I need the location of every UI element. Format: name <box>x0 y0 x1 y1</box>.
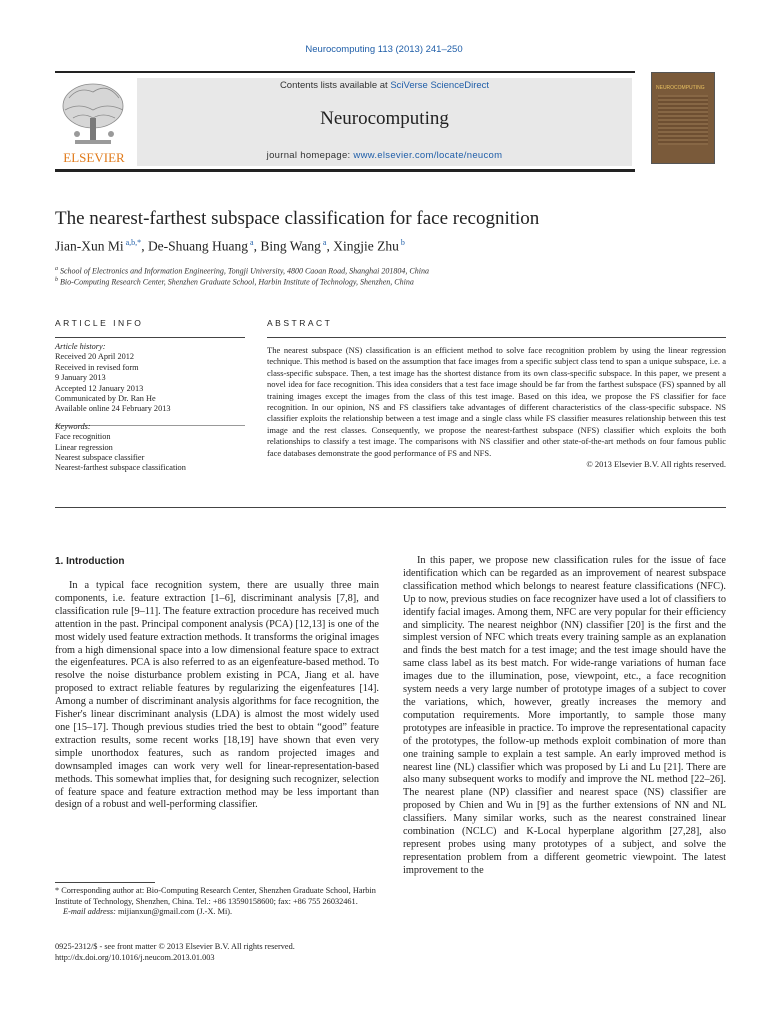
intro-paragraph: In this paper, we propose new classification rules for the issue of face identification which can be regarded as an improvement of nearest subspace classification method which belongs to nearest feature classifications (NFC). Up to now, previous studies on face recognizer have used a lot of classifiers to identify facial images. Among them, NFC are very popular for their efficiency and simplicity. The nearest neighbor (NN) classifier [20] is the first and the simplest version of NFC which treats every training sample as an explanation and finds the best match for a test image; and the test image should have the same class label as its best match. For wide-range variations of human face images due to the illumination, pose, viewpoint, etc., a face recognition system needs a very large number of prototype images of a subject to cover the variations, which, however, greatly increases the memory and computation requirements. More importantly, to sample those many prototypes are infeasible in practice. To improve the representational capacity of the prototypes, the follow-up methods exploit combination of more than one training sample to explain a test sample. An early improved method is nearest line (NL) classifier which was proposed by Li and Lu [21]. There are also many subsequent works to modify and improve the NL method [22–26]. The nearest plane (NP) classifier and nearest space (NS) classifier are proposed by Chien and Wu in [9] as the further extensions of NN and NL classifiers. Many similar works, such as the nearest constrained linear combination (NCLC) and K-Local hyperplane algorithm [27,28], also represent probes using many prototypes of a subject, and solve the representation problem from a different geometric viewpoint. The latest improvement to the <box>403 555 726 876</box>
history-item: Accepted 12 January 2013 <box>55 383 144 393</box>
homepage-line: journal homepage: www.elsevier.com/locate/neucom <box>266 150 503 161</box>
abstract-heading: ABSTRACT <box>267 318 333 328</box>
history-item: 9 January 2013 <box>55 373 106 383</box>
keyword-item: Linear regression <box>55 442 113 452</box>
article-title: The nearest-farthest subspace classification for face recognition <box>55 208 540 229</box>
corresponding-author: * Corresponding author at: Bio-Computing Research Center, Shenzhen Graduate School, Harbin Institute of Technology, Shenzhen, China. Tel.: +86 13590158600; fax: +86 755 26032461. <box>55 886 376 906</box>
abstract-copyright: © 2013 Elsevier B.V. All rights reserved. <box>586 459 726 470</box>
journal-name: Neurocomputing <box>320 108 449 129</box>
info-rule <box>55 337 245 338</box>
author-name: De-Shuang Huang <box>147 238 249 254</box>
abstract-rule <box>267 337 726 338</box>
intro-paragraph: In a typical face recognition system, there are usually three main components, i.e. feature extraction [1–6], discriminant analysis [7,8], and classification rule [9–11]. The feature extraction procedure has received much attention in the past. Principal component analysis (PCA) [12,13] is one of the most widely used feature extraction methods. It transforms the original images from a high dimensional space into a low dimensional feature space to extract the eigenfeatures. PCA is also referred to as an eigenfeature-based method. To resolve the noise disturbance problem existing in PCA, Jiang et al. have proposed to extract reliable features by regularizing the eigenfeatures [14]. Among a number of discriminant analysis algorithms for face recognition, the Fisher's linear discriminant analysis (LDA) is almost the most widely used one [15–17]. Though previous studies tried the best to obtain “good” feature extraction results, some recent works [18,19] have shown that even very simple unorthodox features, such as random projected images and downsampled images can work very well for linear-representation-based methods. This somewhat implies that, for designing such recognizer, selection of feature space and feature extraction method may be less important than design of a robust and well-performing classifier. <box>55 580 379 811</box>
abstract-bottom-rule <box>55 507 726 508</box>
elsevier-wordmark: ELSEVIER <box>63 150 125 165</box>
journal-reference[interactable]: Neurocomputing 113 (2013) 241–250 <box>305 44 463 55</box>
header-bottom-rule <box>55 169 635 172</box>
article-info <box>55 342 245 474</box>
author-name: Jian-Xun Mi <box>55 238 124 254</box>
history-item: Received 20 April 2012 <box>55 352 135 362</box>
article-info-heading: ARTICLE INFO <box>55 318 144 328</box>
author-separator: , <box>141 238 148 254</box>
spacer <box>55 415 245 422</box>
affiliation-a: $^a$ School of Electronics and Information Engineering, Tongji University, 4800 Caoan Road, Shanghai 201804, China <box>55 266 429 276</box>
journal-cover <box>651 72 715 164</box>
doi-link[interactable]: http://dx.doi.org/10.1016/j.neucom.2013.01.003 <box>55 952 215 962</box>
author-affiliation-mark[interactable]: b <box>398 238 405 247</box>
keyword-item: Nearest subspace classifier <box>55 453 145 463</box>
keywords-label: Keywords: <box>55 421 91 431</box>
author-name: Xingjie Zhu <box>333 238 399 254</box>
elsevier-logo <box>55 78 133 166</box>
intro-column-left <box>55 580 379 812</box>
header-top-rule <box>55 71 635 73</box>
history-item: Received in revised form <box>55 362 139 372</box>
homepage-link[interactable]: www.elsevier.com/locate/neucom <box>353 150 503 161</box>
intro-heading: 1. Introduction <box>55 556 125 567</box>
author-separator: , <box>326 238 334 254</box>
cover-pattern <box>658 95 708 145</box>
keyword-item: Nearest-farthest subspace classification <box>55 463 186 473</box>
author-name: Bing Wang <box>260 238 321 254</box>
author-affiliation-mark[interactable]: a <box>248 238 254 247</box>
keyword-item: Face recognition <box>55 432 111 442</box>
author-affiliation-mark[interactable]: a <box>320 238 327 247</box>
footnote <box>55 886 379 918</box>
issn-block <box>55 942 385 964</box>
intro-column-right <box>403 555 726 878</box>
author-separator: , <box>253 238 261 254</box>
footnote-rule <box>55 882 155 883</box>
author-affiliation-mark[interactable]: a,b,* <box>123 238 142 247</box>
history-item: Available online 24 February 2013 <box>55 404 171 414</box>
history-item: Communicated by Dr. Ran He <box>55 394 156 404</box>
issn-line: 0925-2312/$ - see front matter © 2013 Elsevier B.V. All rights reserved. <box>55 942 295 951</box>
email-line: E-mail address: mijianxun@gmail.com (J.-X. Mi). <box>63 907 233 916</box>
contents-line: Contents lists available at SciVerse ScienceDirect <box>279 80 490 91</box>
sciencedirect-link[interactable]: SciVerse ScienceDirect <box>390 80 490 91</box>
affiliation-b: $^b$ Bio-Computing Research Center, Shenzhen Graduate School, Harbin Institute of Technology, Shenzhen, China <box>55 277 414 287</box>
cover-title: NEUROCOMPUTING <box>656 85 705 91</box>
elsevier-tree-icon <box>55 78 133 166</box>
email-link[interactable]: mijianxun@gmail.com (J.-X. Mi). <box>118 907 233 916</box>
history-label: Article history: <box>55 342 106 351</box>
author-list <box>55 238 405 255</box>
abstract-text: The nearest subspace (NS) classification is an efficient method to solve face recognition problem by using the linear regression technique. This method is based on the assumption that face images from a specific subject class tend to span a unique subspace, i.e. a class-specific subspace. Then, a test image has the shortest distance from its own class-specific subspace. In this paper, we present a novel idea for face recognition. This idea considers that a test face image should be far from the farthest subspace (FS) spanned by all training images except the images from the class of this test image. Based on this idea, we propose the FS classifier for face recognition. In our opinion, NS and FS classifiers take advantages of different characteristics of the class-specific subspace. NS classifier exploits the relationship between a test image and a single class while FS classifier measures relationship between this test image and the rest classes. Consequently, we propose the nearest-farthest subspace (NFS) classifier which exploits the both relationships to classify a test image. The comparisons with NS classifier and other state-of-the-art methods on four famous public face databases demonstrate the good performance of FS and NFS. <box>267 345 726 458</box>
abstract-body <box>267 345 726 470</box>
